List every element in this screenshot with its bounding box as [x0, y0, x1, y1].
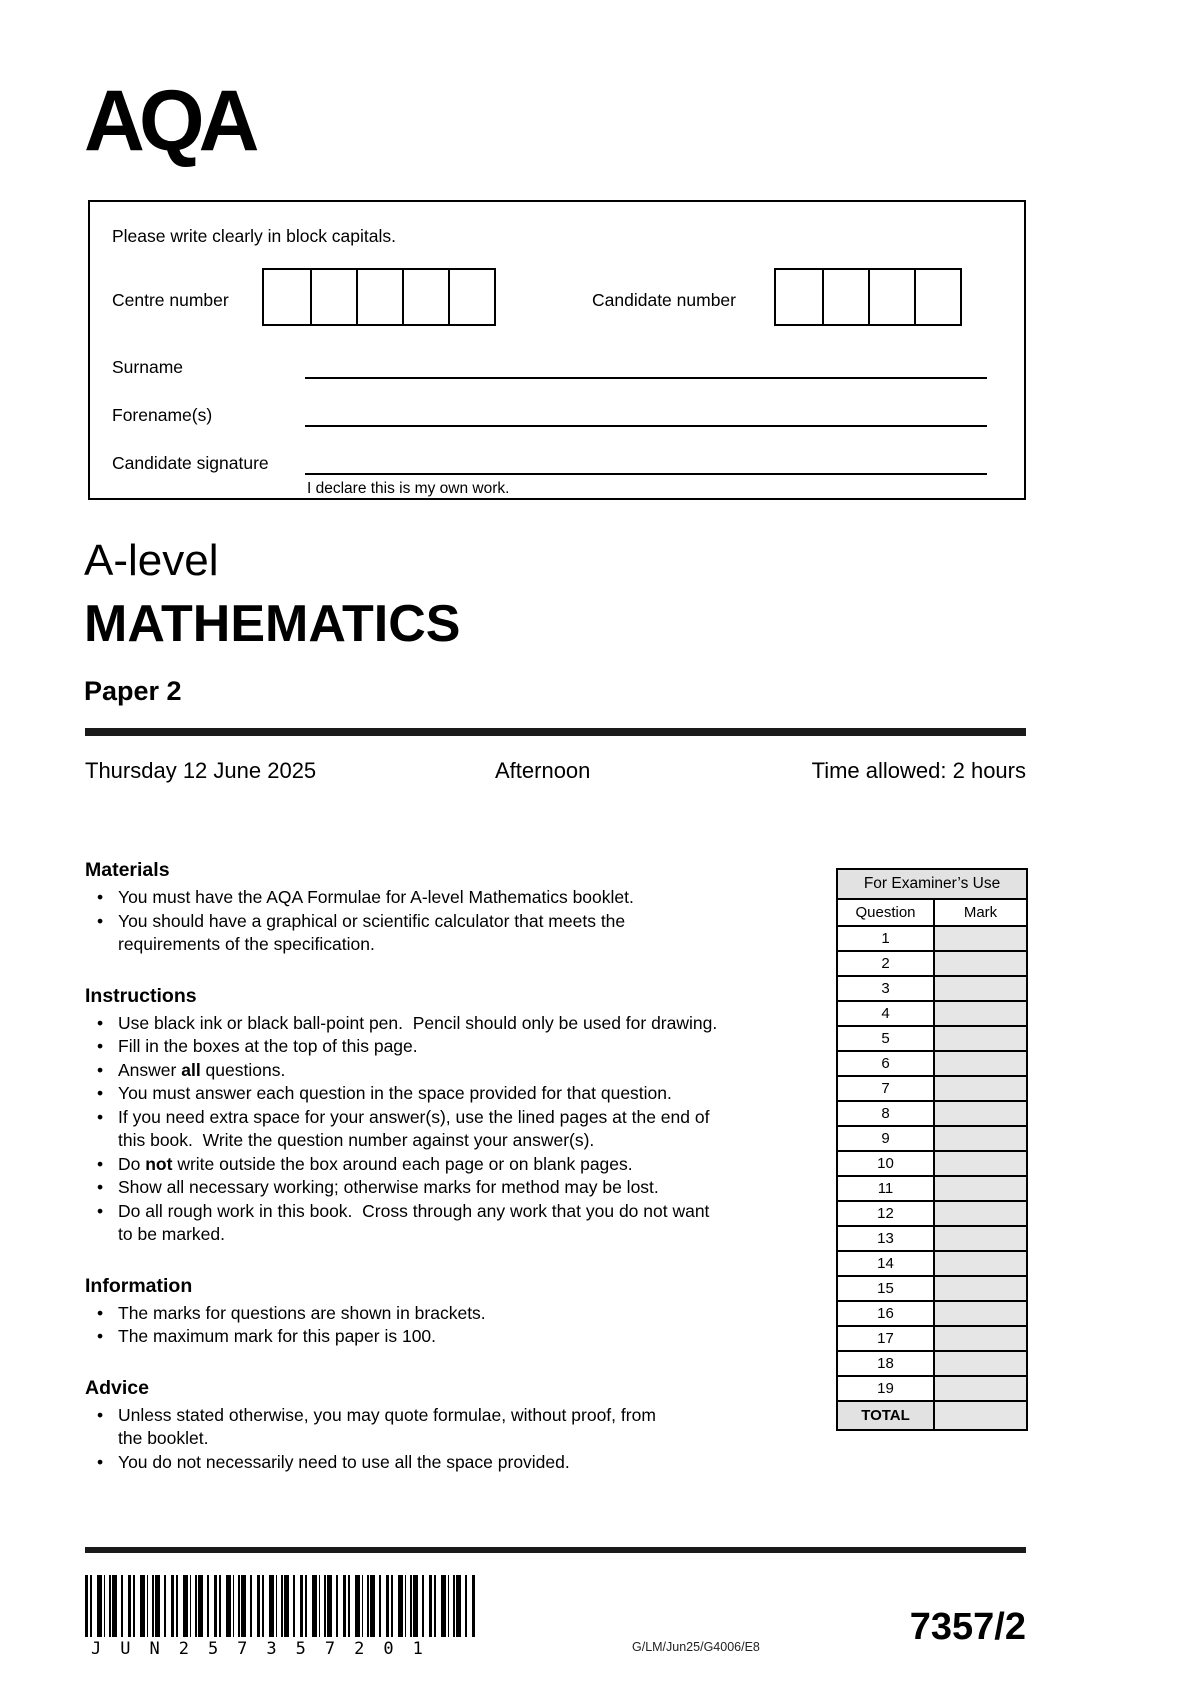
mark-cell [934, 1001, 1027, 1026]
bullet-item: • Use black ink or black ball-point pen. Pencil should only be used for drawing. [85, 1012, 845, 1036]
question-column-header: Question [837, 899, 934, 926]
bullet-item: • You do not necessarily need to use all the space provided. [85, 1451, 845, 1475]
section-advice [85, 1376, 845, 1475]
mark-cell [934, 1376, 1027, 1401]
question-number: 4 [837, 1001, 934, 1026]
examiner-row-15 [837, 1276, 1027, 1301]
mark-cell [934, 1126, 1027, 1151]
bullet-item: • You must answer each question in the space provided for that question. [85, 1082, 845, 1106]
examiner-row-18 [837, 1351, 1027, 1376]
qualification-title: A-level [84, 536, 219, 585]
exam-session: Afternoon [495, 758, 591, 783]
candidate-details-box [88, 200, 1026, 500]
examiner-row-9 [837, 1126, 1027, 1151]
examiner-row-6 [837, 1051, 1027, 1076]
examiner-row-16 [837, 1301, 1027, 1326]
centre-number-field[interactable] [262, 268, 496, 326]
mark-column-header: Mark [934, 899, 1027, 926]
mark-cell [934, 1151, 1027, 1176]
divider-rule-bottom [85, 1547, 1026, 1553]
question-number: 16 [837, 1301, 934, 1326]
candidate-signature-label: Candidate signature [112, 453, 269, 473]
bullet-item: • Do not write outside the box around each page or on blank pages. [85, 1153, 845, 1177]
total-mark-cell [934, 1401, 1027, 1430]
barcode [85, 1575, 477, 1659]
question-number: 3 [837, 976, 934, 1001]
question-number: 15 [837, 1276, 934, 1301]
examiner-row-3 [837, 976, 1027, 1001]
exam-date: Thursday 12 June 2025 [85, 758, 317, 783]
mark-cell [934, 951, 1027, 976]
instructions-bullet-list [85, 1012, 845, 1247]
question-number: 2 [837, 951, 934, 976]
question-number: 10 [837, 1151, 934, 1176]
question-number: 12 [837, 1201, 934, 1226]
surname-label: Surname [112, 357, 184, 377]
candidate-number-field[interactable] [774, 268, 962, 326]
bullet-item: • The maximum mark for this paper is 100. [85, 1325, 845, 1349]
examiner-row-19 [837, 1376, 1027, 1401]
forenames-label: Forename(s) [112, 405, 213, 425]
section-heading-advice: Advice [85, 1376, 149, 1399]
examiner-row-1 [837, 926, 1027, 951]
examiner-row-2 [837, 951, 1027, 976]
candidate-number-label: Candidate number [592, 290, 736, 310]
candidate-number-cell-4[interactable] [914, 270, 960, 324]
barcode-text: JUN257357201 [91, 1639, 442, 1659]
question-number: 11 [837, 1176, 934, 1201]
section-heading-information: Information [85, 1274, 193, 1297]
candidate-number-cell-3[interactable] [868, 270, 914, 324]
bullet-item: • Do all rough work in this book. Cross through any work that you do not want to be marked. [85, 1200, 845, 1247]
centre-number-cell-1[interactable] [264, 270, 310, 324]
mark-cell [934, 1351, 1027, 1376]
question-number: 17 [837, 1326, 934, 1351]
centre-number-cell-5[interactable] [448, 270, 494, 324]
mark-cell [934, 1201, 1027, 1226]
surname-field[interactable] [305, 377, 987, 379]
centre-number-cell-2[interactable] [310, 270, 356, 324]
declaration-text: I declare this is my own work. [307, 480, 510, 497]
examiner-table-title: For Examiner’s Use [837, 869, 1027, 899]
question-number: 8 [837, 1101, 934, 1126]
candidate-signature-field[interactable] [305, 473, 987, 475]
mark-cell [934, 1301, 1027, 1326]
candidate-number-cell-2[interactable] [822, 270, 868, 324]
section-information [85, 1274, 845, 1349]
centre-number-label: Centre number [112, 290, 229, 310]
question-number: 18 [837, 1351, 934, 1376]
mark-cell [934, 1026, 1027, 1051]
examiner-row-5 [837, 1026, 1027, 1051]
section-instructions [85, 984, 845, 1247]
question-number: 1 [837, 926, 934, 951]
section-materials [85, 858, 845, 957]
centre-number-cell-3[interactable] [356, 270, 402, 324]
examiner-row-4 [837, 1001, 1027, 1026]
bullet-item: • Show all necessary working; otherwise marks for method may be lost. [85, 1176, 845, 1200]
paper-number: Paper 2 [84, 676, 182, 706]
candidate-number-cell-1[interactable] [776, 270, 822, 324]
barcode-bars-graphic [85, 1575, 477, 1637]
question-number: 9 [837, 1126, 934, 1151]
divider-rule-top [85, 728, 1026, 736]
examiner-row-13 [837, 1226, 1027, 1251]
examiner-row-17 [837, 1326, 1027, 1351]
mark-cell [934, 976, 1027, 1001]
information-bullet-list [85, 1302, 845, 1349]
forenames-field[interactable] [305, 425, 987, 427]
total-label: TOTAL [837, 1401, 934, 1430]
examiner-row-8 [837, 1101, 1027, 1126]
block-capitals-instruction: Please write clearly in block capitals. [112, 226, 397, 246]
mark-cell [934, 1101, 1027, 1126]
document-reference-code: G/LM/Jun25/G4006/E8 [632, 1640, 760, 1654]
section-heading-materials: Materials [85, 859, 170, 881]
bullet-item: • Fill in the boxes at the top of this page. [85, 1035, 845, 1059]
bullet-item: • You should have a graphical or scientific calculator that meets the requirements of the specification. [85, 910, 845, 957]
question-number: 5 [837, 1026, 934, 1051]
question-number: 6 [837, 1051, 934, 1076]
advice-bullet-list [85, 1404, 845, 1475]
mark-cell [934, 1176, 1027, 1201]
examiner-row-12 [837, 1201, 1027, 1226]
question-number: 19 [837, 1376, 934, 1401]
mark-cell [934, 1076, 1027, 1101]
mark-cell [934, 1251, 1027, 1276]
bullet-item: • If you need extra space for your answer(s), use the lined pages at the end of this book. Write the question number against your answer(s). [85, 1106, 845, 1153]
bullet-item: • You must have the AQA Formulae for A-level Mathematics booklet. [85, 886, 845, 910]
question-number: 13 [837, 1226, 934, 1251]
question-number: 7 [837, 1076, 934, 1101]
session-row [85, 758, 1026, 784]
bullet-item: • Unless stated otherwise, you may quote formulae, without proof, from the booklet. [85, 1404, 845, 1451]
section-heading-instructions: Instructions [85, 984, 197, 1007]
materials-bullet-list [85, 886, 845, 957]
bullet-item: • Answer all questions. [85, 1059, 845, 1083]
subject-title: MATHEMATICS [84, 595, 461, 653]
examiner-use-table [836, 868, 1028, 1431]
mark-cell [934, 1051, 1027, 1076]
examiner-row-11 [837, 1176, 1027, 1201]
info-sections [85, 858, 845, 1474]
mark-cell [934, 1226, 1027, 1251]
examiner-row-10 [837, 1151, 1027, 1176]
examiner-total-row [837, 1401, 1027, 1430]
question-number: 14 [837, 1251, 934, 1276]
examiner-row-14 [837, 1251, 1027, 1276]
aqa-logo: AQA [84, 73, 254, 169]
time-allowed: Time allowed: 2 hours [811, 758, 1026, 783]
mark-cell [934, 1276, 1027, 1301]
examiner-row-7 [837, 1076, 1027, 1101]
mark-cell [934, 1326, 1027, 1351]
paper-code: 7357/2 [909, 1606, 1026, 1648]
mark-cell [934, 926, 1027, 951]
centre-number-cell-4[interactable] [402, 270, 448, 324]
bullet-item: • The marks for questions are shown in brackets. [85, 1302, 845, 1326]
